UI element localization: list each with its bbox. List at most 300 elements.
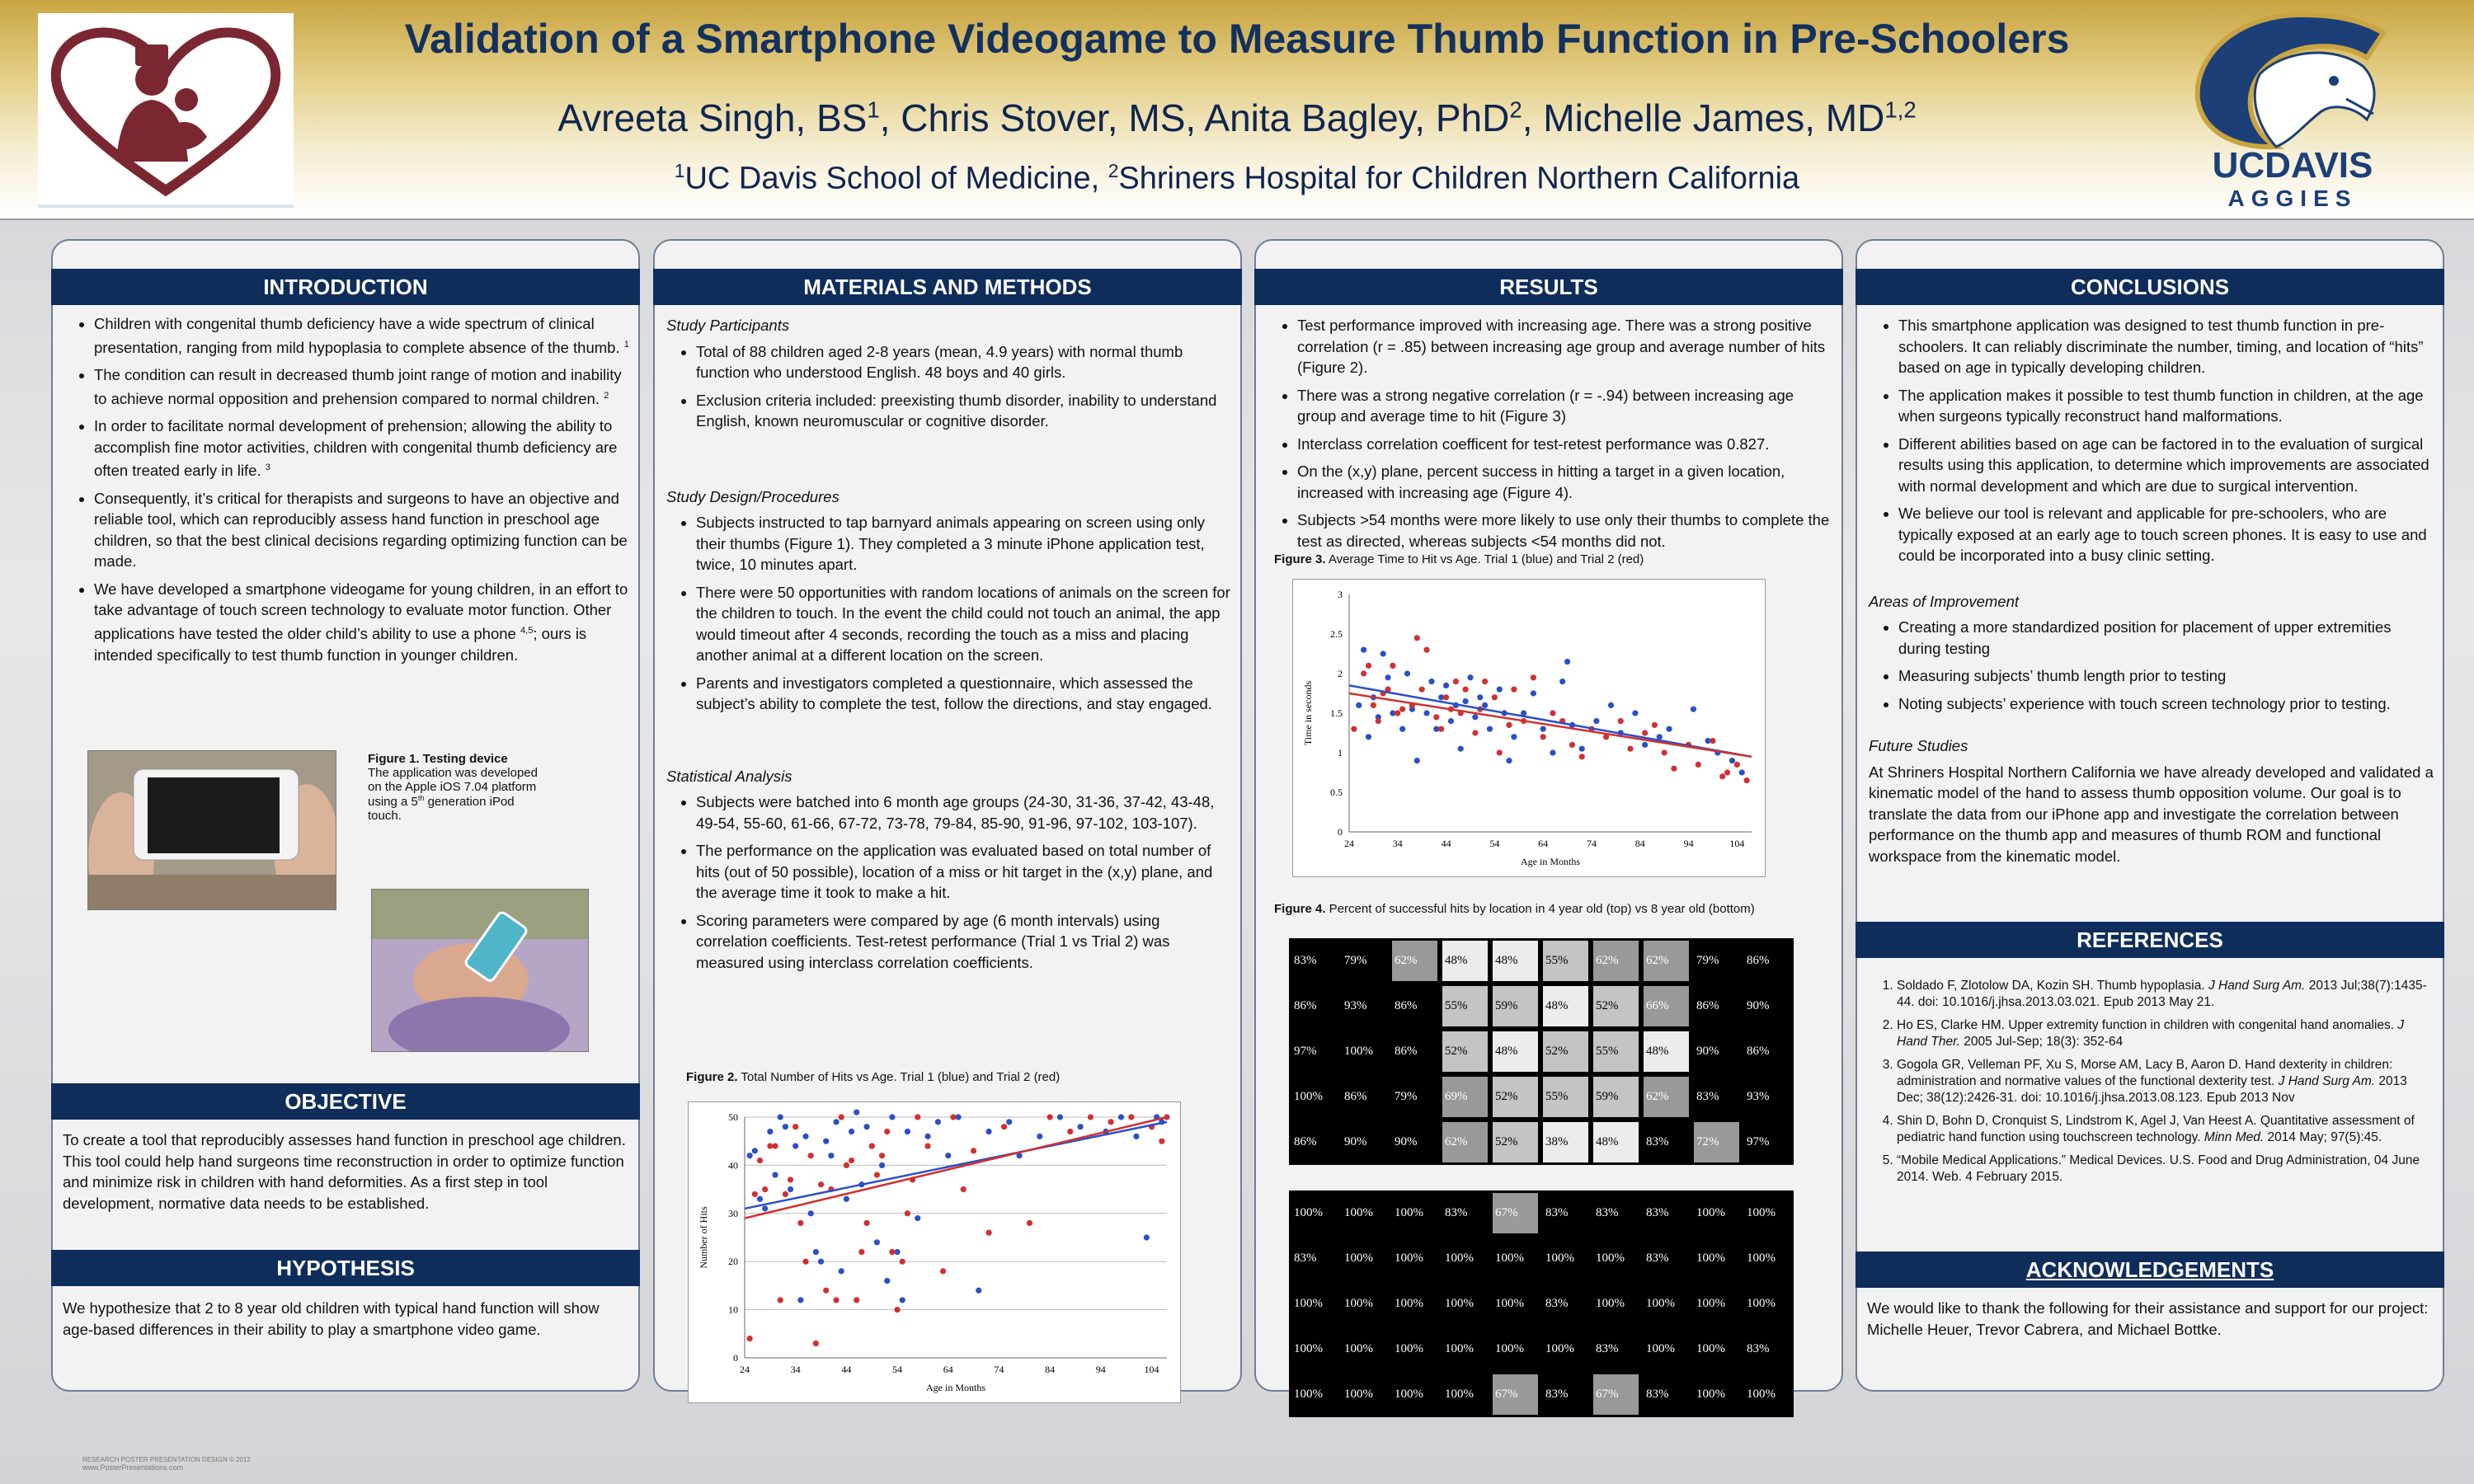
data-point <box>874 1239 880 1245</box>
data-point <box>849 1158 854 1163</box>
data-point <box>945 1153 951 1158</box>
data-point <box>828 1153 834 1158</box>
data-point <box>1133 1134 1139 1139</box>
list-item: • On the (x,y) plane, percent success in hitting a target in a given location, increased with increasing age (Figure 4). <box>1297 461 1833 503</box>
data-point <box>884 1278 890 1284</box>
acknowledgements-text: We would like to thank the following for their assistance and support for our project: Michelle Heuer, Trevor Cabrera, and Michael Bottke. <box>1867 1299 2429 1338</box>
data-point <box>1423 647 1429 653</box>
heatmap-cell: 100% <box>1442 1284 1488 1324</box>
data-point <box>833 1119 839 1125</box>
data-point <box>924 1143 930 1148</box>
heatmap-cell: 100% <box>1392 1329 1437 1369</box>
heatmap-cell: 83% <box>1291 941 1337 981</box>
heatmap-cell: 90% <box>1694 1031 1739 1072</box>
methods-heading: MATERIALS AND METHODS <box>653 269 1242 305</box>
data-point <box>1399 707 1405 712</box>
data-point <box>1390 663 1395 669</box>
heatmap-cell: 100% <box>1342 1238 1387 1279</box>
y-tick-label: 3 <box>1338 589 1343 600</box>
acknowledgements-heading: ACKNOWLEDGEMENTS <box>1856 1252 2444 1288</box>
data-point <box>1511 687 1517 693</box>
heatmap-cell: 79% <box>1392 1077 1437 1117</box>
data-point <box>1608 702 1614 708</box>
data-point <box>793 1124 798 1129</box>
heatmap-row <box>1289 1029 1794 1074</box>
data-point <box>900 1297 905 1303</box>
data-point <box>802 1134 808 1139</box>
heatmap-cell: 86% <box>1291 986 1337 1026</box>
heatmap-8-year-old <box>1289 1190 1794 1417</box>
aggies-mustang-icon <box>2177 8 2408 210</box>
data-point <box>1463 698 1469 704</box>
data-point <box>1088 1114 1094 1120</box>
uc-davis-logo <box>2177 8 2408 210</box>
heatmap-cell: 90% <box>1744 986 1790 1026</box>
data-point <box>1376 718 1381 724</box>
bullet-text: We have developed a smartphone videogame for young children, in an effort to take advantage of touch screen technology to evaluate motor function. Other applications have tested the older child’s ability to use a phone <box>94 580 628 643</box>
x-tick-label: 44 <box>1441 838 1451 849</box>
heatmap-cell: 83% <box>1543 1193 1588 1233</box>
heatmap-cell: 100% <box>1694 1329 1739 1369</box>
heatmap-cell: 100% <box>1291 1077 1337 1117</box>
reference-journal: J Hand Ther. <box>1897 1018 2405 1049</box>
figure2-caption <box>686 1070 1060 1084</box>
list-item <box>94 313 630 358</box>
data-point <box>889 1249 895 1255</box>
list-item: • The performance on the application was evaluated based on total number of hits (out of 50 possible), location of a miss or hit target in the (x,y) plane, and the average time it took to make a hit. <box>696 840 1232 904</box>
heatmap-cell: 67% <box>1493 1374 1538 1415</box>
design-subheading: Study Design/Procedures <box>666 487 840 505</box>
author-affiliation-sup: 1 <box>867 96 880 123</box>
list-item <box>94 364 630 409</box>
data-point <box>757 1196 763 1202</box>
data-point <box>854 1110 859 1115</box>
x-tick-label: 64 <box>943 1364 953 1375</box>
heart-logo-icon <box>38 13 294 201</box>
x-axis-label: Age in Months <box>1521 856 1580 867</box>
data-point <box>1414 635 1420 641</box>
heatmap-cell: 83% <box>1644 1374 1689 1415</box>
x-tick-label: 94 <box>1095 1364 1106 1375</box>
bullet-text: ; ours is intended specifically to test thumb function in younger children. <box>94 625 587 664</box>
x-tick-label: 34 <box>790 1364 801 1375</box>
data-point <box>1540 734 1546 740</box>
heatmap-cell: 100% <box>1291 1374 1337 1415</box>
heatmap-cell: 67% <box>1493 1193 1538 1233</box>
list-item: • Different abilities based on age can be factored in to the evaluation of surgical results using this application, to determine which improvements are associated with normal development and which are due to surgical intervention. <box>1898 434 2434 497</box>
panel-results <box>1254 239 1843 1401</box>
reference-item <box>1897 1017 2434 1050</box>
affiliation-list: $^1$UC Davis School of Medicine, $^2$Shriners Hospital for Children Northern California <box>674 160 1800 196</box>
x-tick-label: 44 <box>841 1364 852 1375</box>
data-point <box>1443 683 1449 688</box>
data-point <box>1627 746 1633 752</box>
footer-credit <box>82 1456 251 1472</box>
data-point <box>1642 730 1648 735</box>
shriners-logo <box>38 13 294 208</box>
data-point <box>783 1191 788 1197</box>
heatmap-cell: 100% <box>1744 1193 1790 1233</box>
heatmap-cell: 69% <box>1442 1077 1488 1117</box>
heatmap-cell: 62% <box>1593 941 1639 981</box>
x-tick-label: 84 <box>1045 1364 1056 1375</box>
heatmap-cell: 83% <box>1543 1284 1588 1324</box>
data-point <box>778 1114 783 1120</box>
figure4-label: Figure 4. <box>1274 902 1326 916</box>
affiliation-sup: 1 <box>674 160 685 181</box>
data-point <box>1078 1124 1084 1129</box>
heatmap-cell: 100% <box>1543 1329 1588 1369</box>
data-point <box>985 1230 991 1236</box>
heatmap-row <box>1289 1074 1794 1120</box>
x-tick-label: 34 <box>1392 838 1403 849</box>
list-item: • There were 50 opportunities with random locations of animals on the screen for the children to touch. In the event the child could not touch an animal, the app would timeout after 4 seconds, recording the touch as a miss and placing another animal at a different location on the screen. <box>696 582 1232 666</box>
panel-conclusions <box>1856 239 2444 1392</box>
author-name: Chris Stover, MS <box>901 96 1186 139</box>
author-name: Michelle James, MD <box>1543 96 1885 139</box>
design-bullets <box>666 512 1232 715</box>
heatmap-row <box>1289 1120 1794 1165</box>
data-point <box>1385 674 1390 680</box>
data-point <box>889 1114 895 1120</box>
heatmap-cell: 100% <box>1694 1238 1739 1279</box>
data-point <box>772 1143 778 1148</box>
data-point <box>894 1307 900 1313</box>
citation-sup: 1 <box>623 339 629 350</box>
heatmap-cell: 48% <box>1543 986 1588 1026</box>
heatmap-cell: 100% <box>1442 1374 1488 1415</box>
reference-text: 2005 Jul-Sep; 18(3): 352-64 <box>1959 1035 2124 1049</box>
list-item: • Scoring parameters were compared by age (6 month intervals) using correlation coefficients. Test-retest performance (Trial 1 vs Trial 2) was measured using interclass correlation coefficients. <box>696 910 1232 974</box>
heatmap-cell: 83% <box>1694 1077 1739 1117</box>
heatmap-cell: 52% <box>1442 1031 1488 1072</box>
data-point <box>863 1220 869 1226</box>
future-text: At Shriners Hospital Northern California we have already developed and validated a kinematic model of the hand to assess thumb opposition volume. Our goal is to translate the data from our iPhone app and investigate the correlation between performance on the thumb app and measures of thumb ROM and functional workspace from the kinematic model. <box>1869 763 2434 865</box>
conclusions-heading: CONCLUSIONS <box>1856 269 2444 305</box>
figure3-caption-text: Average Time to Hit vs Age. Trial 1 (blue) and Trial 2 (red) <box>1325 552 1644 566</box>
data-point <box>747 1336 753 1341</box>
heatmap-cell: 100% <box>1291 1329 1337 1369</box>
x-tick-label: 24 <box>740 1364 750 1375</box>
heatmap-cell: 55% <box>1543 1077 1588 1117</box>
data-point <box>1458 746 1464 752</box>
introduction-heading: INTRODUCTION <box>51 269 640 305</box>
data-point <box>788 1186 793 1192</box>
data-point <box>1463 687 1469 693</box>
heatmap-cell: 48% <box>1493 1031 1538 1072</box>
heatmap-cell: 93% <box>1342 986 1387 1026</box>
list-item: • Subjects were batched into 6 month age groups (24-30, 31-36, 37-42, 43-48, 49-54, 55-60, 61-66, 67-72, 73-78, 79-84, 85-90, 91-96, 97-102, 103-107). <box>696 791 1232 834</box>
introduction-bullets <box>64 313 630 665</box>
reference-text: Soldado F, Zlotolow DA, Kozin SH. Thumb hypoplasia. <box>1897 979 2208 993</box>
heatmap-cell: 83% <box>1291 1238 1337 1279</box>
y-tick-label: 10 <box>728 1303 738 1316</box>
heatmap-cell: 100% <box>1442 1329 1488 1369</box>
data-point <box>772 1172 778 1177</box>
heatmap-cell: 100% <box>1493 1238 1538 1279</box>
data-point <box>1366 663 1371 669</box>
improvement-subheading: Areas of Improvement <box>1869 592 2019 610</box>
uc-davis-wordmark: UCDAVIS <box>2212 145 2373 186</box>
figure1-text: generation iPod touch. <box>368 795 515 823</box>
data-point <box>1108 1119 1114 1125</box>
results-heading: RESULTS <box>1254 269 1843 305</box>
list-item: • Test performance improved with increasing age. There was a strong positive correlation (r = .85) between increasing age group and average number of hits (Figure 2). <box>1297 315 1833 378</box>
heatmap-cell: 86% <box>1392 986 1437 1026</box>
heatmap-cell: 55% <box>1543 941 1588 981</box>
figure1-sup: th <box>417 794 425 802</box>
data-point <box>950 1114 956 1120</box>
data-point <box>1691 707 1696 712</box>
stats-bullets <box>666 791 1232 973</box>
participants-subheading: Study Participants <box>666 317 790 334</box>
list-item: • We believe our tool is relevant and applicable for pre-schoolers, who are typically exposed at an early age to touch screen phones. It is easy to use and could be incorporated into a busy clinic setting. <box>1898 503 2434 566</box>
data-point <box>1671 766 1677 772</box>
data-point <box>1067 1129 1073 1134</box>
reference-item <box>1897 1153 2434 1186</box>
data-point <box>1467 674 1473 680</box>
heatmap-cell: 59% <box>1593 1077 1639 1117</box>
data-point <box>778 1297 783 1303</box>
heatmap-row <box>1289 1281 1794 1327</box>
data-point <box>1564 659 1570 665</box>
data-point <box>1395 710 1400 716</box>
data-point <box>874 1172 880 1177</box>
y-tick-label: 1.5 <box>1330 707 1343 719</box>
results-bullets <box>1268 315 1833 552</box>
heatmap-cell: 100% <box>1694 1374 1739 1415</box>
list-item: • Parents and investigators completed a questionnaire, which assessed the subject’s ability to complete the test, follow the directions, and stay engaged. <box>696 673 1232 715</box>
x-tick-label: 104 <box>1729 838 1745 849</box>
heatmap-4-year-old <box>1289 938 1794 1165</box>
bullet-text: The condition can result in decreased thumb joint range of motion and inability to achieve normal opposition and prehension compared to normal children. <box>94 366 622 407</box>
data-point <box>1632 710 1638 716</box>
x-tick-label: 84 <box>1634 838 1645 849</box>
data-point <box>1618 718 1624 724</box>
data-point <box>818 1181 824 1187</box>
y-tick-label: 40 <box>728 1159 738 1172</box>
author-name: Avreeta Singh, BS <box>557 96 868 139</box>
author-affiliation-sup: 1,2 <box>1884 96 1917 123</box>
heatmap-cell: 100% <box>1593 1284 1639 1324</box>
data-point <box>1448 718 1454 724</box>
heatmap-row <box>1289 984 1794 1029</box>
data-point <box>1361 647 1366 653</box>
reference-item <box>1897 1113 2434 1146</box>
data-point <box>1001 1124 1007 1129</box>
heatmap-cell: 86% <box>1744 941 1790 981</box>
data-point <box>757 1158 763 1163</box>
heatmap-cell: 52% <box>1543 1031 1588 1072</box>
y-axis-label: Number of Hits <box>698 1206 709 1269</box>
data-point <box>813 1341 819 1346</box>
data-point <box>961 1186 967 1192</box>
reference-text: 2013 Jul;38(7):1435-44. doi: 10.1016/j.jhsa.2013.03.021. Epub 2013 May 21. <box>1897 979 2427 1009</box>
heatmap-cell: 86% <box>1342 1077 1387 1117</box>
data-point <box>1531 690 1536 696</box>
heatmap-cell: 93% <box>1744 1077 1790 1117</box>
data-point <box>818 1259 824 1265</box>
x-tick-label: 54 <box>892 1364 903 1375</box>
panel-introduction <box>51 239 640 1392</box>
reference-item <box>1897 1057 2434 1106</box>
heatmap-cell: 52% <box>1593 986 1639 1026</box>
heatmap-cell: 48% <box>1644 1031 1689 1072</box>
data-point <box>1724 769 1730 775</box>
data-point <box>839 1268 844 1274</box>
heatmap-row <box>1289 1327 1794 1372</box>
data-point <box>884 1129 890 1134</box>
data-point <box>940 1268 946 1274</box>
references-heading: REFERENCES <box>1856 922 2444 958</box>
heatmap-cell: 100% <box>1342 1031 1387 1072</box>
data-point <box>793 1143 798 1148</box>
heatmap-cell: 62% <box>1644 941 1689 981</box>
figure4-caption <box>1274 902 1755 916</box>
y-tick-label: 2.5 <box>1330 628 1343 640</box>
heatmap-cell: 86% <box>1392 1031 1437 1072</box>
data-point <box>808 1153 814 1158</box>
data-point <box>915 1215 920 1221</box>
heatmap-cell: 86% <box>1291 1122 1337 1162</box>
bullet-text: Children with congenital thumb deficiency have a wide spectrum of clinical presentation, ranging from mild hypoplasia to complete absence of the thumb. <box>94 315 620 356</box>
data-point <box>1477 694 1483 700</box>
heatmap-cell: 100% <box>1744 1238 1790 1279</box>
hypothesis-text: We hypothesize that 2 to 8 year old children with typical hand function will show age-based differences in their ability to play a smartphone video game. <box>63 1299 600 1338</box>
data-point <box>833 1297 839 1303</box>
data-point <box>1128 1114 1134 1120</box>
figure2-caption-text: Total Number of Hits vs Age. Trial 1 (blue) and Trial 2 (red) <box>737 1070 1061 1084</box>
data-point <box>1511 734 1517 740</box>
data-point <box>879 1153 885 1158</box>
citation-sup: 3 <box>265 463 270 473</box>
data-point <box>1719 773 1725 779</box>
author-affiliation-sup: 2 <box>1509 96 1522 123</box>
figure2-label: Figure 2. <box>686 1070 738 1084</box>
footer-url: www.PosterPresentations.com <box>82 1463 184 1472</box>
data-point <box>1497 749 1503 755</box>
figure3-chart <box>1292 579 1766 877</box>
figure3-caption <box>1274 552 1644 566</box>
data-point <box>1487 726 1493 732</box>
data-point <box>767 1129 773 1134</box>
data-point <box>1579 746 1585 752</box>
data-point <box>905 1129 910 1134</box>
data-point <box>1506 722 1512 728</box>
heatmap-cell: 100% <box>1694 1193 1739 1233</box>
data-point <box>797 1297 803 1303</box>
data-point <box>1351 726 1357 732</box>
data-point <box>976 1288 981 1294</box>
y-axis-label: Time in seconds <box>1302 680 1314 746</box>
data-point <box>1729 758 1735 763</box>
heatmap-cell: 100% <box>1644 1329 1689 1369</box>
heatmap-cell: 100% <box>1342 1193 1387 1233</box>
reference-text: “Mobile Medical Applications.” Medical Devices. U.S. Food and Drug Administration, 04 June 2014. Web. 4 February 2015. <box>1897 1153 2420 1184</box>
data-point <box>1739 769 1745 775</box>
heatmap-cell: 83% <box>1744 1329 1790 1369</box>
data-point <box>1380 650 1386 656</box>
heatmap-cell: 100% <box>1744 1284 1790 1324</box>
figure1-text: The application was developed on the Apple iOS 7.04 platform using a 5 <box>368 766 538 809</box>
data-point <box>971 1148 976 1153</box>
data-point <box>1399 726 1405 732</box>
data-point <box>844 1162 849 1168</box>
data-point <box>762 1205 768 1211</box>
heatmap-cell: 38% <box>1543 1122 1588 1162</box>
participants-bullets <box>666 341 1232 432</box>
heatmap-cell: 100% <box>1744 1374 1790 1415</box>
list-item <box>94 579 630 665</box>
reference-text: Gogola GR, Velleman PF, Xu S, Morse AM, Lacy B, Aaron D. Hand dexterity in children: administration and normative values of the functional dexterity test. <box>1897 1058 2393 1088</box>
objective-text: To create a tool that reproducibly assesses hand function in preschool age children. This tool could help hand surgeons time reconstruction in order to optimize function and minimize risk in children with hand deformities. As a first step in tool development, normative data needs to be established. <box>63 1131 626 1212</box>
data-point <box>1027 1220 1032 1226</box>
heatmap-cell: 100% <box>1392 1374 1437 1415</box>
heatmap-cell: 90% <box>1342 1122 1387 1162</box>
list-item: • Total of 88 children aged 2-8 years (mean, 4.9 years) with normal thumb function who understood English. 48 boys and 40 girls. <box>696 341 1232 383</box>
data-point <box>924 1134 930 1139</box>
heatmap-cell: 83% <box>1442 1193 1488 1233</box>
data-point <box>788 1176 793 1182</box>
citation-sup: 2 <box>604 390 609 401</box>
data-point <box>955 1114 961 1120</box>
data-point <box>1006 1119 1012 1125</box>
panel-methods <box>653 239 1242 1392</box>
list-item: • Exclusion criteria included: preexisting thumb disorder, inability to understand English, known neuromuscular or cognitive disorder. <box>696 390 1232 432</box>
heatmap-cell: 79% <box>1694 941 1739 981</box>
heatmap-cell: 100% <box>1291 1284 1337 1324</box>
heatmap-cell: 97% <box>1291 1031 1337 1072</box>
data-point <box>935 1119 941 1125</box>
heatmap-cell: 83% <box>1593 1329 1639 1369</box>
data-point <box>802 1259 808 1265</box>
x-tick-label: 54 <box>1489 838 1500 849</box>
data-point <box>1540 726 1546 732</box>
data-point <box>863 1124 869 1129</box>
data-point <box>1710 738 1715 744</box>
reference-text: 2013 Dec; 38(12):2426-31. doi: 10.1016/j.jhsa.2013.08.123. Epub 2013 Nov <box>1897 1074 2407 1105</box>
y-tick-label: 0.5 <box>1330 787 1343 798</box>
author-name: Anita Bagley, PhD <box>1204 96 1510 139</box>
reference-text: Ho ES, Clarke HM. Upper extremity function in children with congenital hand anomalies. <box>1897 1018 2398 1032</box>
data-point <box>1037 1134 1042 1139</box>
heatmap-cell: 52% <box>1493 1077 1538 1117</box>
y-tick-label: 20 <box>728 1256 738 1268</box>
x-tick-label: 104 <box>1144 1364 1159 1375</box>
heatmap-cell: 48% <box>1442 941 1488 981</box>
objective-heading: OBJECTIVE <box>51 1083 640 1120</box>
data-point <box>1428 679 1434 684</box>
data-point <box>767 1143 773 1148</box>
reference-journal: J Hand Surg Am. <box>2208 979 2306 993</box>
heatmap-cell: 100% <box>1342 1284 1387 1324</box>
data-point <box>869 1143 875 1148</box>
data-point <box>1482 702 1488 708</box>
trend-line <box>745 1117 1167 1219</box>
heatmap-row <box>1289 1190 1794 1236</box>
references-list <box>1869 978 2434 1192</box>
data-point <box>1550 749 1555 755</box>
heatmap-cell: 59% <box>1493 986 1538 1026</box>
figure1-photo-hands <box>87 750 336 910</box>
y-tick-label: 0 <box>733 1352 738 1364</box>
data-point <box>1472 714 1478 720</box>
methods-text <box>666 315 1232 979</box>
data-point <box>1419 687 1425 693</box>
data-point <box>879 1162 885 1168</box>
improvement-bullets <box>1869 617 2434 714</box>
data-point <box>905 1210 910 1216</box>
